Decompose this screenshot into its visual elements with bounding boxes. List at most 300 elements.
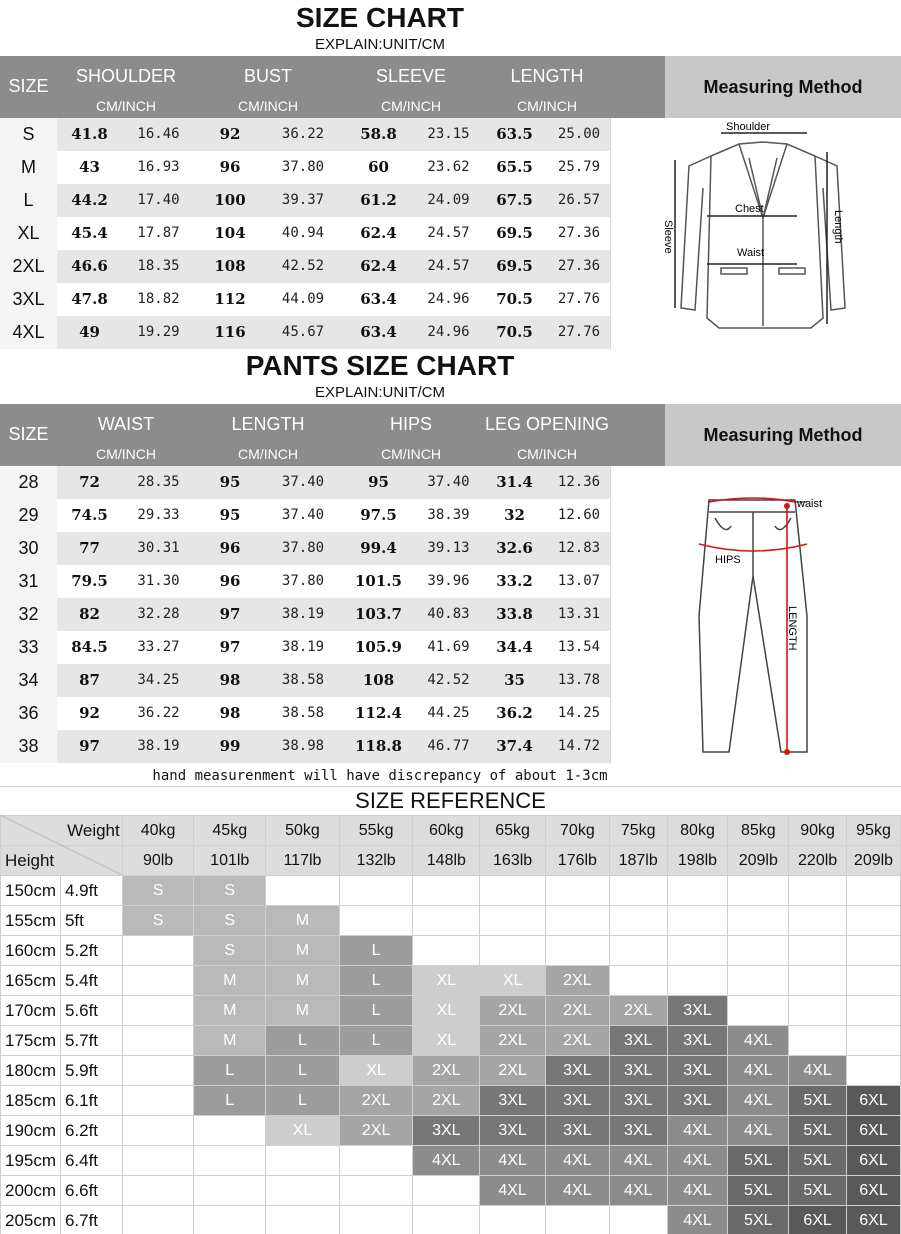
value-cm: 32.6 xyxy=(496,539,533,557)
height-cm: 185cm xyxy=(1,1086,61,1116)
size-recommendation xyxy=(789,936,847,966)
weight-lb: 220lb xyxy=(789,846,847,876)
size-cell: 2XL xyxy=(0,250,57,283)
size-recommendation: 4XL xyxy=(480,1176,546,1206)
value-cm: 61.2 xyxy=(360,191,397,209)
size-recommendation: M xyxy=(194,966,266,996)
value-inch: 40.83 xyxy=(427,606,470,622)
reference-row xyxy=(1,966,901,996)
reference-row xyxy=(1,1146,901,1176)
size-recommendation xyxy=(609,906,667,936)
size-row xyxy=(0,499,610,532)
weight-lb: 132lb xyxy=(339,846,413,876)
length-end-dot xyxy=(784,749,790,755)
height-ft: 5.4ft xyxy=(60,966,122,996)
jacket-col-shoulder: SHOULDER xyxy=(75,66,177,86)
size-recommendation xyxy=(545,936,609,966)
size-recommendation xyxy=(413,876,480,906)
value-inch: 34.25 xyxy=(137,672,180,688)
value-inch: 32.28 xyxy=(137,606,180,622)
size-recommendation xyxy=(667,876,728,906)
size-recommendation: 3XL xyxy=(545,1116,609,1146)
size-recommendation: 5XL xyxy=(728,1146,789,1176)
pants-diagram xyxy=(611,466,901,764)
size-recommendation xyxy=(194,1116,266,1146)
value-cm: 49 xyxy=(79,323,100,341)
height-cm: 165cm xyxy=(1,966,61,996)
size-row xyxy=(0,565,610,598)
size-row xyxy=(0,316,610,349)
size-cell: L xyxy=(0,184,57,217)
value-cm: 104 xyxy=(214,224,246,242)
weight-kg: 90kg xyxy=(789,816,847,846)
size-recommendation: 4XL xyxy=(667,1146,728,1176)
value-cm: 70.5 xyxy=(496,290,533,308)
value-cm: 108 xyxy=(214,257,246,275)
jacket-size-header: SIZE xyxy=(8,76,49,96)
size-recommendation: 4XL xyxy=(545,1176,609,1206)
size-cell: 30 xyxy=(0,532,57,565)
size-recommendation: 3XL xyxy=(609,1026,667,1056)
value-inch: 42.52 xyxy=(427,672,470,688)
value-inch: 14.72 xyxy=(557,738,601,754)
size-recommendation: 4XL xyxy=(480,1146,546,1176)
size-recommendation xyxy=(789,996,847,1026)
weight-kg: 60kg xyxy=(413,816,480,846)
value-inch: 27.76 xyxy=(557,291,601,307)
size-row xyxy=(0,631,610,664)
value-cm: 97.5 xyxy=(360,506,397,524)
size-recommendation xyxy=(194,1206,266,1234)
size-recommendation xyxy=(728,876,789,906)
value-inch: 14.25 xyxy=(557,705,601,721)
value-cm: 92 xyxy=(219,125,241,143)
height-ft: 5.9ft xyxy=(60,1056,122,1086)
value-cm: 41.8 xyxy=(71,125,108,143)
length-label: Length xyxy=(832,210,844,244)
value-cm: 44.2 xyxy=(71,191,108,209)
size-recommendation xyxy=(667,906,728,936)
height-ft: 6.7ft xyxy=(60,1206,122,1234)
size-recommendation xyxy=(480,1206,546,1234)
size-recommendation xyxy=(339,1176,413,1206)
pants-title: PANTS SIZE CHART xyxy=(245,350,515,381)
weight-lb: 117lb xyxy=(266,846,340,876)
size-recommendation xyxy=(122,1086,194,1116)
size-reference-table xyxy=(0,815,901,1234)
weight-kg: 75kg xyxy=(609,816,667,846)
jacket-unit-label: CM/INCH xyxy=(517,98,577,114)
value-inch: 13.07 xyxy=(557,573,601,589)
pants-subtitle: EXPLAIN:UNIT/CM xyxy=(314,384,446,401)
size-recommendation: 2XL xyxy=(480,1056,546,1086)
size-recommendation: 3XL xyxy=(545,1056,609,1086)
height-cm: 200cm xyxy=(1,1176,61,1206)
value-cm: 69.5 xyxy=(496,224,533,242)
size-recommendation xyxy=(728,996,789,1026)
size-recommendation xyxy=(122,1026,194,1056)
size-recommendation: 4XL xyxy=(789,1056,847,1086)
value-cm: 37.4 xyxy=(496,737,533,755)
pants-unit-label: CM/INCH xyxy=(381,446,441,462)
height-cm: 190cm xyxy=(1,1116,61,1146)
value-cm: 58.8 xyxy=(360,125,397,143)
size-recommendation: 2XL xyxy=(339,1116,413,1146)
size-recommendation: 2XL xyxy=(480,996,546,1026)
size-recommendation: 4XL xyxy=(609,1176,667,1206)
size-recommendation: L xyxy=(266,1056,340,1086)
weight-lb: 187lb xyxy=(609,846,667,876)
height-cm: 160cm xyxy=(1,936,61,966)
size-recommendation: L xyxy=(339,966,413,996)
value-cm: 84.5 xyxy=(71,638,108,656)
size-recommendation xyxy=(194,1146,266,1176)
size-cell: 28 xyxy=(0,466,57,499)
size-recommendation xyxy=(789,1026,847,1056)
size-recommendation xyxy=(413,1176,480,1206)
value-cm: 101.5 xyxy=(355,572,402,590)
length-label: LENGTH xyxy=(786,606,798,651)
size-recommendation xyxy=(480,876,546,906)
size-recommendation xyxy=(847,966,901,996)
size-recommendation: 5XL xyxy=(789,1116,847,1146)
size-recommendation xyxy=(480,906,546,936)
size-recommendation xyxy=(266,1206,340,1234)
size-recommendation xyxy=(413,936,480,966)
value-inch: 37.40 xyxy=(281,474,325,490)
size-cell: 38 xyxy=(0,730,57,763)
jacket-unit-label: CM/INCH xyxy=(238,98,298,114)
value-cm: 103.7 xyxy=(355,605,402,623)
size-recommendation: 3XL xyxy=(609,1116,667,1146)
size-recommendation: 4XL xyxy=(667,1116,728,1146)
size-recommendation xyxy=(847,906,901,936)
size-recommendation: 4XL xyxy=(667,1206,728,1234)
size-recommendation: S xyxy=(194,936,266,966)
size-recommendation: 4XL xyxy=(728,1056,789,1086)
size-recommendation: 2XL xyxy=(413,1056,480,1086)
value-cm: 62.4 xyxy=(360,224,397,242)
value-cm: 33.8 xyxy=(496,605,533,623)
shoulder-label: Shoulder xyxy=(726,121,771,133)
size-recommendation: 4XL xyxy=(609,1146,667,1176)
size-row xyxy=(0,664,610,697)
value-cm: 74.5 xyxy=(71,506,108,524)
size-recommendation xyxy=(789,876,847,906)
size-recommendation xyxy=(667,936,728,966)
value-cm: 99.4 xyxy=(360,539,397,557)
size-recommendation: XL xyxy=(266,1116,340,1146)
size-cell: S xyxy=(0,118,57,151)
value-inch: 25.79 xyxy=(557,159,601,175)
value-cm: 116 xyxy=(214,323,246,341)
value-cm: 82 xyxy=(79,605,100,623)
size-row xyxy=(0,466,610,499)
weight-lb: 90lb xyxy=(122,846,194,876)
value-cm: 62.4 xyxy=(360,257,397,275)
size-recommendation xyxy=(339,1146,413,1176)
size-recommendation xyxy=(847,1026,901,1056)
reference-row xyxy=(1,1056,901,1086)
size-cell: 36 xyxy=(0,697,57,730)
measurement-note: hand measurenment will have discrepancy of about 1-3cm xyxy=(152,768,608,784)
value-cm: 72 xyxy=(79,473,100,491)
value-inch: 24.09 xyxy=(427,192,470,208)
size-recommendation xyxy=(122,1176,194,1206)
weight-kg: 55kg xyxy=(339,816,413,846)
value-inch: 41.69 xyxy=(427,639,470,655)
height-ft: 4.9ft xyxy=(60,876,122,906)
size-recommendation: S xyxy=(194,906,266,936)
size-recommendation: 5XL xyxy=(789,1146,847,1176)
value-inch: 37.40 xyxy=(281,507,325,523)
size-recommendation: L xyxy=(339,1026,413,1056)
size-row xyxy=(0,151,610,184)
value-inch: 38.58 xyxy=(281,705,325,721)
size-recommendation: XL xyxy=(413,1026,480,1056)
size-row xyxy=(0,532,610,565)
size-recommendation: M xyxy=(266,996,340,1026)
value-inch: 44.09 xyxy=(281,291,325,307)
size-recommendation: 2XL xyxy=(545,996,609,1026)
value-cm: 63.4 xyxy=(360,323,397,341)
height-cm: 205cm xyxy=(1,1206,61,1234)
value-inch: 12.60 xyxy=(557,507,601,523)
value-inch: 37.80 xyxy=(281,573,325,589)
size-recommendation xyxy=(728,966,789,996)
value-cm: 63.4 xyxy=(360,290,397,308)
height-ft: 6.6ft xyxy=(60,1176,122,1206)
size-recommendation xyxy=(480,936,546,966)
height-cm: 180cm xyxy=(1,1056,61,1086)
value-inch: 37.40 xyxy=(427,474,470,490)
size-recommendation: 6XL xyxy=(847,1086,901,1116)
reference-title: SIZE REFERENCE xyxy=(355,788,546,813)
size-cell: M xyxy=(0,151,57,184)
size-cell: 31 xyxy=(0,565,57,598)
value-inch: 16.93 xyxy=(137,159,180,175)
size-recommendation xyxy=(122,936,194,966)
pants-diagram-panel xyxy=(610,466,901,764)
size-recommendation: XL xyxy=(339,1056,413,1086)
size-recommendation xyxy=(789,906,847,936)
value-cm: 36.2 xyxy=(496,704,533,722)
size-recommendation: 5XL xyxy=(789,1086,847,1116)
value-inch: 39.96 xyxy=(427,573,470,589)
size-recommendation xyxy=(266,1146,340,1176)
pants-col-hips: HIPS xyxy=(389,414,432,434)
value-inch: 38.19 xyxy=(137,738,180,754)
reference-row xyxy=(1,1086,901,1116)
jacket-header xyxy=(0,56,665,118)
size-cell: XL xyxy=(0,217,57,250)
reference-row xyxy=(1,876,901,906)
size-row xyxy=(0,250,610,283)
value-inch: 27.36 xyxy=(557,225,601,241)
jacket-col-length: LENGTH xyxy=(510,66,584,86)
size-recommendation: L xyxy=(339,936,413,966)
value-cm: 105.9 xyxy=(355,638,402,656)
pants-unit-label: CM/INCH xyxy=(517,446,577,462)
value-inch: 37.80 xyxy=(281,540,325,556)
value-cm: 60 xyxy=(368,158,389,176)
value-cm: 96 xyxy=(219,539,241,557)
height-cm: 155cm xyxy=(1,906,61,936)
reference-row xyxy=(1,1026,901,1056)
value-cm: 87 xyxy=(79,671,100,689)
height-ft: 6.1ft xyxy=(60,1086,122,1116)
value-inch: 23.15 xyxy=(427,126,470,142)
size-row xyxy=(0,598,610,631)
height-ft: 6.4ft xyxy=(60,1146,122,1176)
value-inch: 38.19 xyxy=(281,639,325,655)
value-inch: 18.35 xyxy=(137,258,180,274)
size-recommendation xyxy=(609,966,667,996)
height-ft: 6.2ft xyxy=(60,1116,122,1146)
weight-kg: 50kg xyxy=(266,816,340,846)
size-recommendation xyxy=(413,906,480,936)
value-inch: 28.35 xyxy=(137,474,180,490)
size-recommendation xyxy=(413,1206,480,1234)
pants-col-length: LENGTH xyxy=(231,414,305,434)
size-recommendation: S xyxy=(194,876,266,906)
size-recommendation: 4XL xyxy=(545,1146,609,1176)
value-cm: 70.5 xyxy=(496,323,533,341)
value-inch: 19.29 xyxy=(137,324,180,340)
value-cm: 100 xyxy=(214,191,246,209)
size-row xyxy=(0,697,610,730)
size-recommendation: 3XL xyxy=(545,1086,609,1116)
size-recommendation: 2XL xyxy=(545,1026,609,1056)
value-cm: 97 xyxy=(79,737,100,755)
value-inch: 31.30 xyxy=(137,573,180,589)
value-cm: 99 xyxy=(219,737,241,755)
size-recommendation: 5XL xyxy=(728,1206,789,1234)
header-diagonal xyxy=(0,815,122,875)
height-ft: 5.6ft xyxy=(60,996,122,1026)
value-cm: 47.8 xyxy=(71,290,108,308)
weight-kg: 95kg xyxy=(847,816,901,846)
size-recommendation: S xyxy=(122,906,194,936)
value-inch: 24.57 xyxy=(427,258,470,274)
value-inch: 33.27 xyxy=(137,639,180,655)
reference-row xyxy=(1,1116,901,1146)
value-cm: 97 xyxy=(219,638,241,656)
size-recommendation: XL xyxy=(413,996,480,1026)
jacket-title: SIZE CHART xyxy=(296,2,464,33)
pants-unit-label: CM/INCH xyxy=(96,446,156,462)
weight-lb: 163lb xyxy=(480,846,546,876)
size-recommendation xyxy=(609,876,667,906)
value-inch: 27.76 xyxy=(557,324,601,340)
section-divider xyxy=(0,786,901,787)
size-recommendation xyxy=(609,1206,667,1234)
height-ft: 5.2ft xyxy=(60,936,122,966)
size-row xyxy=(0,184,610,217)
value-cm: 34.4 xyxy=(496,638,533,656)
value-inch: 36.22 xyxy=(137,705,180,721)
value-inch: 16.46 xyxy=(137,126,180,142)
weight-kg: 40kg xyxy=(122,816,194,846)
value-inch: 39.37 xyxy=(281,192,325,208)
value-cm: 77 xyxy=(79,539,100,557)
pants-header xyxy=(0,404,665,466)
size-recommendation xyxy=(847,996,901,1026)
size-recommendation: 4XL xyxy=(667,1176,728,1206)
value-inch: 39.13 xyxy=(427,540,470,556)
reference-row xyxy=(1,1176,901,1206)
pants-unit-label: CM/INCH xyxy=(238,446,298,462)
value-cm: 112 xyxy=(214,290,246,308)
weight-lb: 209lb xyxy=(847,846,901,876)
weight-kg: 80kg xyxy=(667,816,728,846)
sleeve-label: Sleeve xyxy=(662,220,674,254)
reference-row xyxy=(1,1206,901,1234)
jacket-diagram xyxy=(611,118,901,350)
size-recommendation: M xyxy=(266,906,340,936)
hips-label: HIPS xyxy=(715,554,741,566)
size-recommendation: 3XL xyxy=(667,1026,728,1056)
height-cm: 175cm xyxy=(1,1026,61,1056)
height-cm: 195cm xyxy=(1,1146,61,1176)
size-recommendation: M xyxy=(266,966,340,996)
size-cell: 34 xyxy=(0,664,57,697)
size-row xyxy=(0,283,610,316)
size-recommendation xyxy=(122,1116,194,1146)
height-ft: 5ft xyxy=(60,906,122,936)
value-cm: 92 xyxy=(79,704,100,722)
weight-lb: 209lb xyxy=(728,846,789,876)
size-recommendation: 3XL xyxy=(609,1056,667,1086)
value-inch: 36.22 xyxy=(281,126,325,142)
size-cell: 33 xyxy=(0,631,57,664)
size-cell: 32 xyxy=(0,598,57,631)
size-recommendation: L xyxy=(266,1086,340,1116)
weight-kg: 85kg xyxy=(728,816,789,846)
value-inch: 42.52 xyxy=(281,258,325,274)
size-recommendation xyxy=(122,966,194,996)
size-recommendation: L xyxy=(194,1086,266,1116)
size-recommendation xyxy=(847,936,901,966)
value-cm: 33.2 xyxy=(496,572,533,590)
size-recommendation xyxy=(266,876,340,906)
value-inch: 13.31 xyxy=(557,606,601,622)
weight-lb: 148lb xyxy=(413,846,480,876)
size-recommendation: 2XL xyxy=(545,966,609,996)
value-inch: 13.54 xyxy=(557,639,601,655)
value-cm: 67.5 xyxy=(496,191,533,209)
size-recommendation: XL xyxy=(480,966,546,996)
value-cm: 108 xyxy=(362,671,395,689)
size-row xyxy=(0,217,610,250)
value-inch: 26.57 xyxy=(557,192,601,208)
pants-col-leg-opening: LEG OPENING xyxy=(484,414,610,434)
jacket-col-bust: BUST xyxy=(243,66,292,86)
value-cm: 95 xyxy=(219,506,241,524)
value-inch: 24.57 xyxy=(427,225,470,241)
size-recommendation xyxy=(609,936,667,966)
size-recommendation xyxy=(122,1206,194,1234)
waist-label: waist xyxy=(797,498,823,510)
size-recommendation xyxy=(545,1206,609,1234)
value-cm: 95 xyxy=(368,473,389,491)
size-recommendation xyxy=(266,1176,340,1206)
jacket-measuring-method: Measuring Method xyxy=(665,56,901,118)
size-recommendation: 4XL xyxy=(728,1086,789,1116)
size-row xyxy=(0,730,610,763)
size-recommendation xyxy=(339,876,413,906)
size-cell: 4XL xyxy=(0,316,57,349)
